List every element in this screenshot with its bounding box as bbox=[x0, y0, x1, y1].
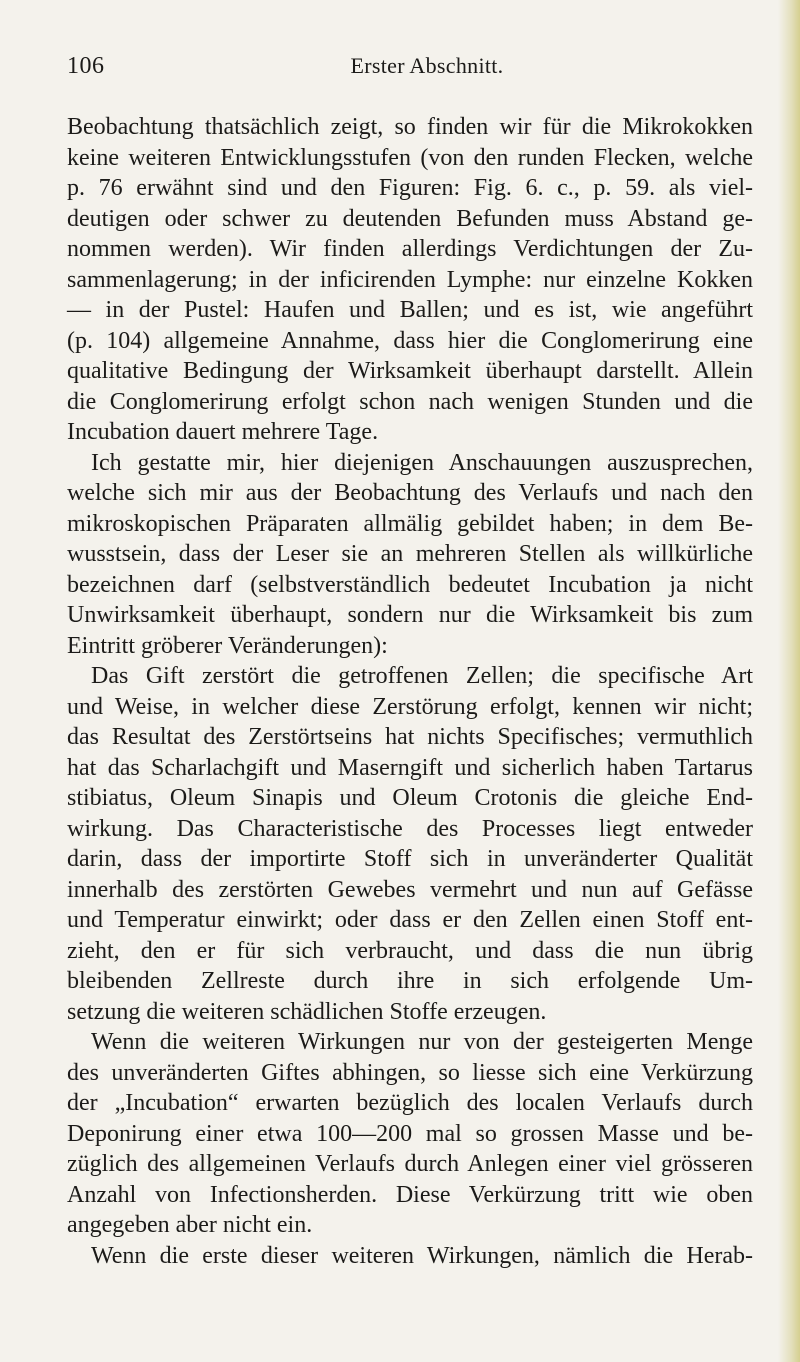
text-line: der „Incubation“ erwarten bezüglich des localen Verlaufs durch bbox=[67, 1090, 753, 1116]
text-line: deutigen oder schwer zu deutenden Befunden muss Abstand ge- bbox=[67, 205, 753, 232]
text-line: darin, dass der importirte Stoff sich in unveränderter Qualität bbox=[67, 846, 753, 872]
text-line: und Temperatur einwirkt; oder dass er den Zellen einen Stoff ent- bbox=[67, 907, 753, 933]
running-head: Erster Abschnitt. bbox=[350, 53, 504, 78]
page-number: 106 bbox=[67, 53, 105, 79]
text-line: angegeben aber nicht ein. bbox=[67, 1212, 313, 1238]
text-line: Wenn die erste dieser weiteren Wirkungen, nämlich die Herab- bbox=[91, 1242, 753, 1269]
text-line: keine weiteren Entwicklungsstufen (von den runden Flecken, welche bbox=[67, 144, 753, 171]
text-line: züglich des allgemeinen Verlaufs durch Anlegen einer viel grösseren bbox=[67, 1151, 753, 1177]
text-line: (p. 104) allgemeine Annahme, dass hier die Conglomerirung eine bbox=[67, 327, 753, 354]
text-line: Wenn die weiteren Wirkungen nur von der gesteigerten Menge bbox=[91, 1029, 753, 1055]
page-edge-shading bbox=[778, 0, 800, 1362]
text-line: welche sich mir aus der Beobachtung des Verlaufs und nach den bbox=[67, 480, 753, 506]
text-line: nommen werden). Wir finden allerdings Verdichtungen der Zu- bbox=[67, 236, 753, 262]
text-line: das Resultat des Zerstörtseins hat nichts Specifisches; vermuthlich bbox=[67, 724, 753, 750]
text-line: wirkung. Das Characteristische des Processes liegt entweder bbox=[67, 815, 753, 842]
body-text bbox=[67, 112, 753, 1271]
text-line: des unveränderten Giftes abhingen, so liesse sich eine Verkürzung bbox=[67, 1059, 753, 1086]
text-line: mikroskopischen Präparaten allmälig gebildet haben; in dem Be- bbox=[67, 510, 753, 537]
text-line: sammenlagerung; in der inficirenden Lymphe: nur einzelne Kokken bbox=[67, 266, 753, 293]
text-line: zieht, den er für sich verbraucht, und dass die nun übrig bbox=[67, 937, 753, 964]
text-line: Das Gift zerstört die getroffenen Zellen; die specifische Art bbox=[91, 663, 753, 689]
text-line: Incubation dauert mehrere Tage. bbox=[67, 419, 379, 445]
text-line: stibiatus, Oleum Sinapis und Oleum Crotonis die gleiche End- bbox=[67, 785, 753, 811]
text-line: innerhalb des zerstörten Gewebes vermehrt und nun auf Gefässe bbox=[67, 876, 753, 903]
text-line: und Weise, in welcher diese Zerstörung erfolgt, kennen wir nicht; bbox=[67, 693, 753, 720]
text-line: bezeichnen darf (selbstverständlich bedeutet Incubation ja nicht bbox=[67, 571, 753, 598]
text-line: die Conglomerirung erfolgt schon nach wenigen Stunden und die bbox=[67, 388, 753, 415]
text-line: Unwirksamkeit überhaupt, sondern nur die Wirksamkeit bis zum bbox=[67, 602, 753, 628]
text-line: — in der Pustel: Haufen und Ballen; und es ist, wie angeführt bbox=[67, 297, 753, 323]
text-line: bleibenden Zellreste durch ihre in sich erfolgende Um- bbox=[67, 968, 753, 994]
text-line: hat das Scharlachgift und Maserngift und sicherlich haben Tartarus bbox=[67, 754, 753, 781]
text-line: qualitative Bedingung der Wirksamkeit überhaupt darstellt. Allein bbox=[67, 358, 753, 384]
text-line: Ich gestatte mir, hier diejenigen Anschauungen auszusprechen, bbox=[91, 449, 753, 476]
page-header bbox=[67, 46, 747, 86]
text-line: wusstsein, dass der Leser sie an mehreren Stellen als willkürliche bbox=[67, 541, 753, 567]
text-line: p. 76 erwähnt sind und den Figuren: Fig. 6. c., p. 59. als viel- bbox=[67, 175, 753, 201]
text-line: Deponirung einer etwa 100—200 mal so grossen Masse und be- bbox=[67, 1120, 753, 1147]
text-line: setzung die weiteren schädlichen Stoffe erzeugen. bbox=[67, 998, 547, 1025]
text-line: Anzahl von Infectionsherden. Diese Verkürzung tritt wie oben bbox=[67, 1181, 753, 1208]
text-line: Beobachtung thatsächlich zeigt, so finden wir für die Mikrokokken bbox=[67, 114, 753, 140]
text-line: Eintritt gröberer Veränderungen): bbox=[67, 632, 388, 659]
